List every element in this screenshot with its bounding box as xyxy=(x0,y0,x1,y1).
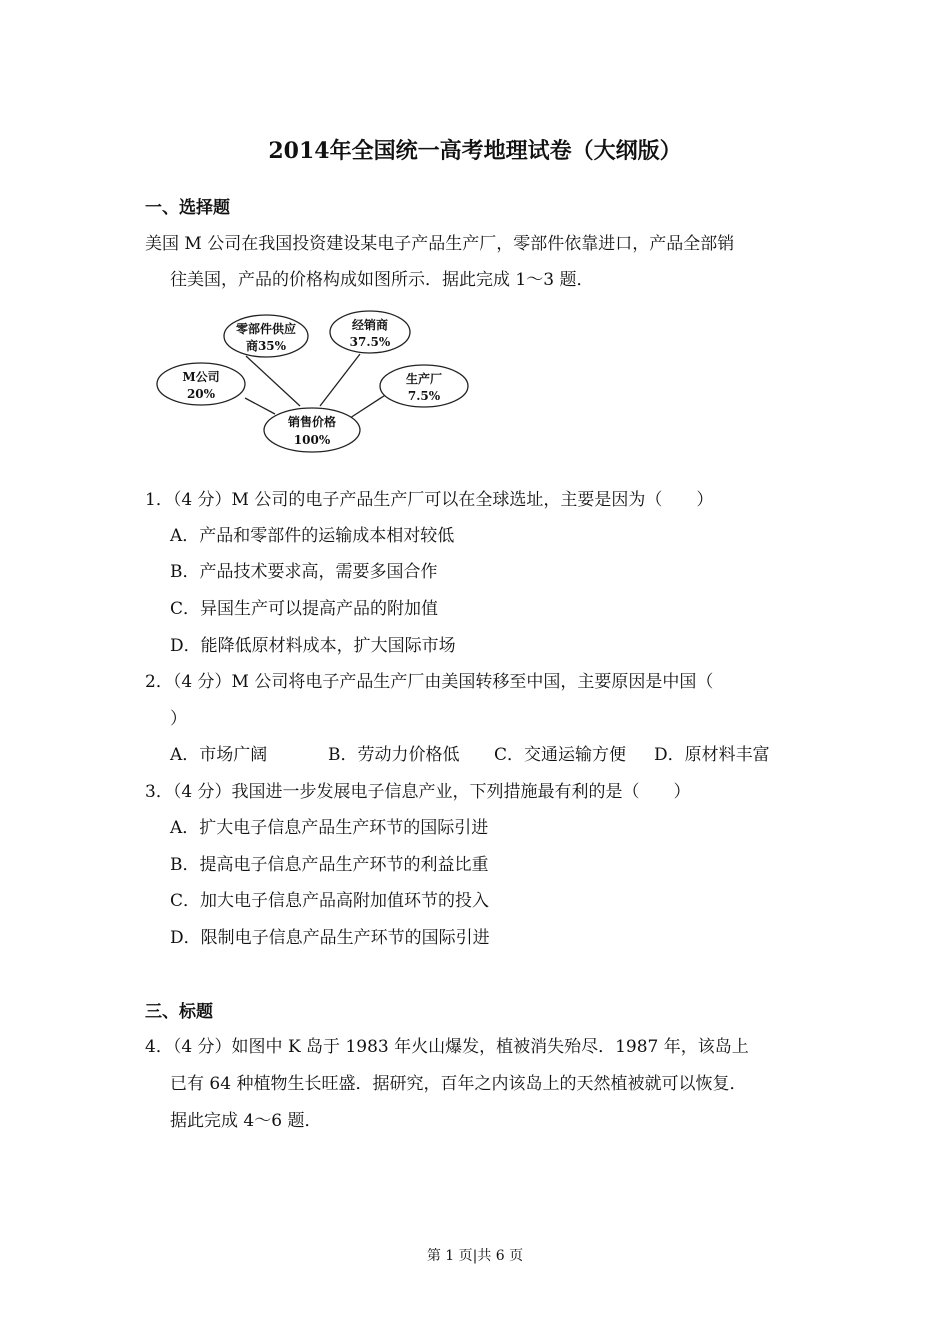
question-3-option-d: D．限制电子信息产品生产环节的国际引进 xyxy=(170,928,490,948)
question-1-option-c: C．异国生产可以提高产品的附加值 xyxy=(170,599,439,619)
connector-factory xyxy=(350,392,390,418)
document-title: 2014年全国统一高考地理试卷（大纲版） xyxy=(268,138,682,164)
question-4-line3: 据此完成 4～6 题． xyxy=(170,1111,322,1131)
question-2-option-d: D．原材料丰富 xyxy=(654,745,770,765)
question-1-option-b: B．产品技术要求高，需要多国合作 xyxy=(170,562,438,582)
price-composition-diagram xyxy=(150,306,480,456)
page-footer: 第 1 页|共 6 页 xyxy=(426,1248,524,1264)
connector-mcompany xyxy=(245,398,275,414)
question-2-option-a: A．市场广阔 xyxy=(170,745,268,765)
question-3-option-b: B．提高电子信息产品生产环节的利益比重 xyxy=(170,855,489,875)
node-mcompany-label2: 20% xyxy=(186,387,216,401)
node-factory-label2: 7.5% xyxy=(407,389,441,403)
question-4-line1: 4．（4 分）如图中 K 岛于 1983 年火山爆发，植被消失殆尽．1987 年，该岛上 xyxy=(145,1037,749,1057)
section-heading-choice: 一、选择题 xyxy=(145,198,230,218)
node-price-label2: 100% xyxy=(293,433,331,447)
question-1-option-a: A．产品和零部件的运输成本相对较低 xyxy=(170,526,455,546)
connector-parts xyxy=(246,356,300,406)
question-2-option-c: C．交通运输方便 xyxy=(494,745,627,765)
intro-text-line2: 往美国，产品的价格构成如图所示．据此完成 1～3 题． xyxy=(170,270,594,290)
node-factory-label1: 生产厂 xyxy=(405,372,443,386)
section-heading-title: 三、标题 xyxy=(145,1002,213,1022)
node-price-label1: 销售价格 xyxy=(287,415,337,429)
question-4-line2: 已有 64 种植物生长旺盛．据研究，百年之内该岛上的天然植被就可以恢复． xyxy=(170,1074,747,1094)
question-2-stem-continued: ） xyxy=(170,709,187,729)
question-3-stem: 3．（4 分）我国进一步发展电子信息产业，下列措施最有利的是（ ） xyxy=(145,782,691,802)
question-1-option-d: D．能降低原材料成本，扩大国际市场 xyxy=(170,636,456,656)
question-3-option-a: A．扩大电子信息产品生产环节的国际引进 xyxy=(170,818,489,838)
question-2-option-b: B．劳动力价格低 xyxy=(328,745,460,765)
question-2-stem: 2．（4 分）M 公司将电子产品生产厂由美国转移至中国，主要原因是中国（ xyxy=(145,672,714,692)
node-dealer-label2: 37.5% xyxy=(349,335,391,349)
connector-dealer xyxy=(320,354,360,406)
node-mcompany-label1: M公司 xyxy=(182,370,220,384)
node-parts-label2: 商35% xyxy=(245,339,287,353)
intro-text-line1: 美国 M 公司在我国投资建设某电子产品生产厂，零部件依靠进口，产品全部销 xyxy=(145,234,735,254)
node-parts-label1: 零部件供应 xyxy=(235,322,297,336)
question-3-option-c: C．加大电子信息产品高附加值环节的投入 xyxy=(170,891,490,911)
node-dealer-label1: 经销商 xyxy=(351,318,389,332)
question-1-stem: 1．（4 分）M 公司的电子产品生产厂可以在全球选址，主要是因为（ ） xyxy=(145,490,714,510)
